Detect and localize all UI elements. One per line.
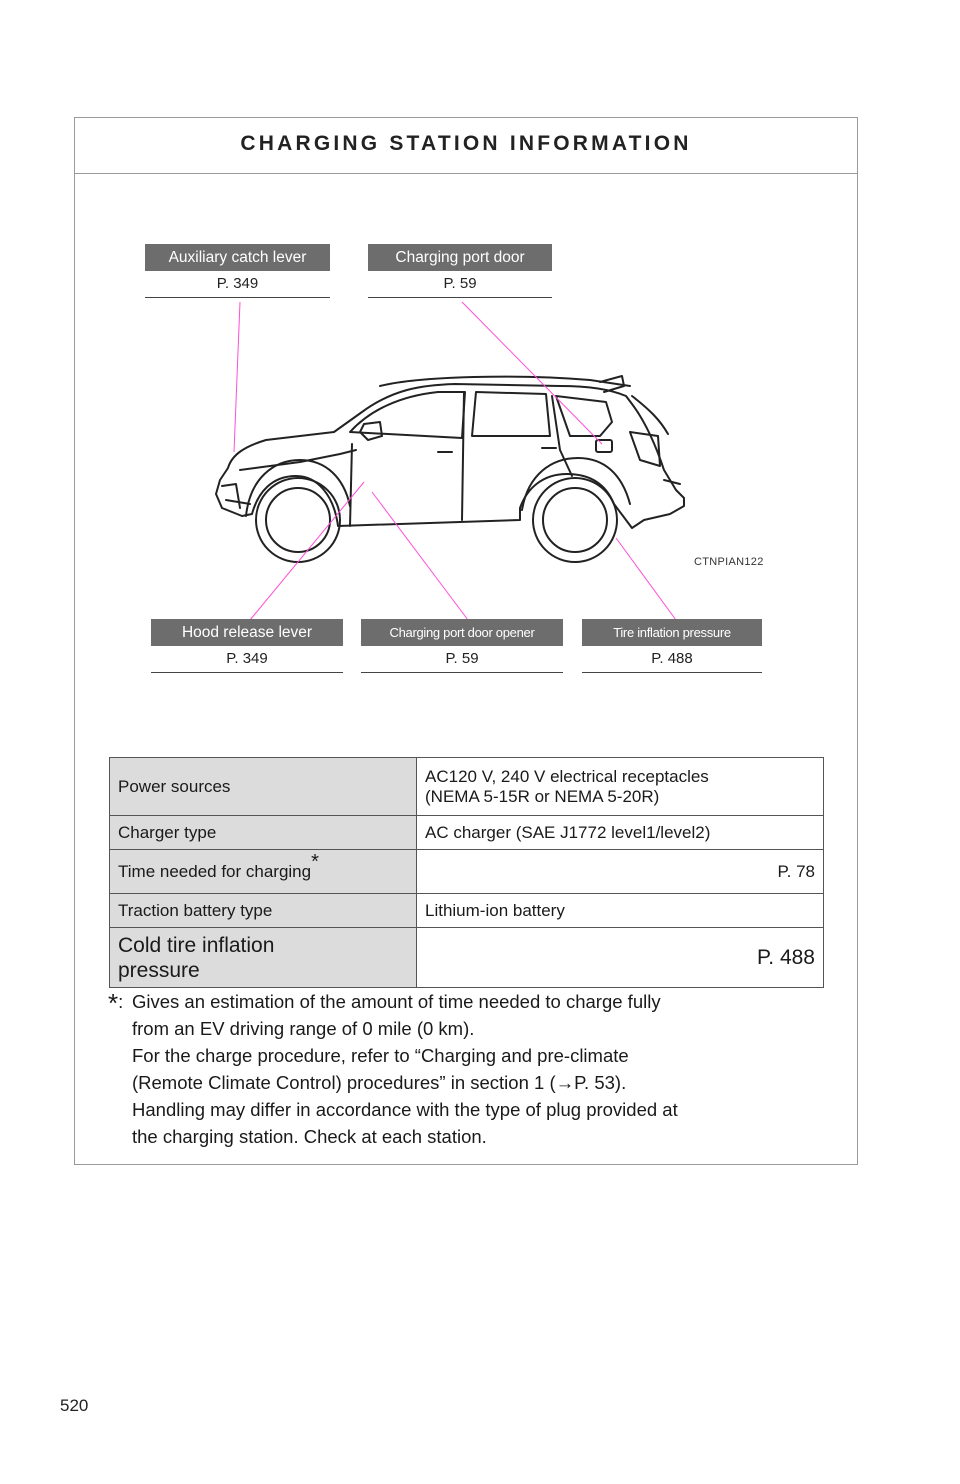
footnote-line: Handling may differ in accordance with the type of plug provided at <box>132 1099 678 1120</box>
callout-hood-release-lever <box>151 619 343 673</box>
page-reference-link[interactable]: P. 78 <box>417 850 824 894</box>
table-row <box>110 894 824 928</box>
page-reference-link[interactable]: P. 488 <box>417 928 824 988</box>
footnote-line: Gives an estimation of the amount of time needed to charge fully <box>132 991 661 1012</box>
callout-charging-port-door-opener <box>361 619 563 673</box>
callout-auxiliary-catch-lever <box>145 244 330 298</box>
footnote-marker <box>108 988 123 1017</box>
spec-key: Charger type <box>110 816 417 850</box>
table-row <box>110 758 824 816</box>
spec-key: Traction battery type <box>110 894 417 928</box>
footnote-marker: * <box>311 850 319 873</box>
callout-label: Auxiliary catch lever <box>145 244 330 271</box>
spec-value-line: AC120 V, 240 V electrical receptacles <box>425 766 709 786</box>
footnote-line: (Remote Climate Control) procedures” in section 1 (→P. 53). <box>132 1072 627 1093</box>
page-reference-link[interactable]: P. 59 <box>361 646 563 673</box>
callout-tire-inflation-pressure <box>582 619 762 673</box>
image-code: CTNPIAN122 <box>694 556 764 568</box>
spec-value: Lithium-ion battery <box>417 894 824 928</box>
footnote-body <box>132 988 828 1150</box>
section-title: CHARGING STATION INFORMATION <box>75 118 857 174</box>
page-reference-link[interactable]: P. 488 <box>582 646 762 673</box>
callout-label: Charging port door opener <box>361 619 563 646</box>
footnote-line: from an EV driving range of 0 mile (0 km). <box>132 1018 475 1039</box>
footnote-line: the charging station. Check at each station. <box>132 1126 487 1147</box>
footnote <box>108 988 828 1150</box>
spec-key: Power sources <box>110 758 417 816</box>
table-row <box>110 850 824 894</box>
spec-key <box>110 850 417 894</box>
callout-label: Hood release lever <box>151 619 343 646</box>
asterisk: * <box>108 988 119 1018</box>
table-row <box>110 928 824 988</box>
footnote-line: For the charge procedure, refer to “Charging and pre-climate <box>132 1045 629 1066</box>
table-row <box>110 816 824 850</box>
page-reference-link[interactable]: P. 349 <box>151 646 343 673</box>
spec-key <box>110 928 417 988</box>
page-reference-link[interactable]: P. 349 <box>145 271 330 298</box>
spec-key-text: Time needed for charging <box>118 861 312 881</box>
spec-value-line: (NEMA 5-15R or NEMA 5-20R) <box>425 786 660 806</box>
spec-value <box>417 758 824 816</box>
spec-table <box>109 757 824 988</box>
spec-value: AC charger (SAE J1772 level1/level2) <box>417 816 824 850</box>
spec-key-line: Cold tire inflation <box>118 933 275 957</box>
callout-charging-port-door <box>368 244 552 298</box>
page-reference-link[interactable]: P. 59 <box>368 271 552 298</box>
spec-key-line: pressure <box>118 958 200 982</box>
page-number: 520 <box>60 1396 89 1415</box>
colon: : <box>118 991 124 1012</box>
callout-label: Charging port door <box>368 244 552 271</box>
callout-label: Tire inflation pressure <box>582 619 762 646</box>
